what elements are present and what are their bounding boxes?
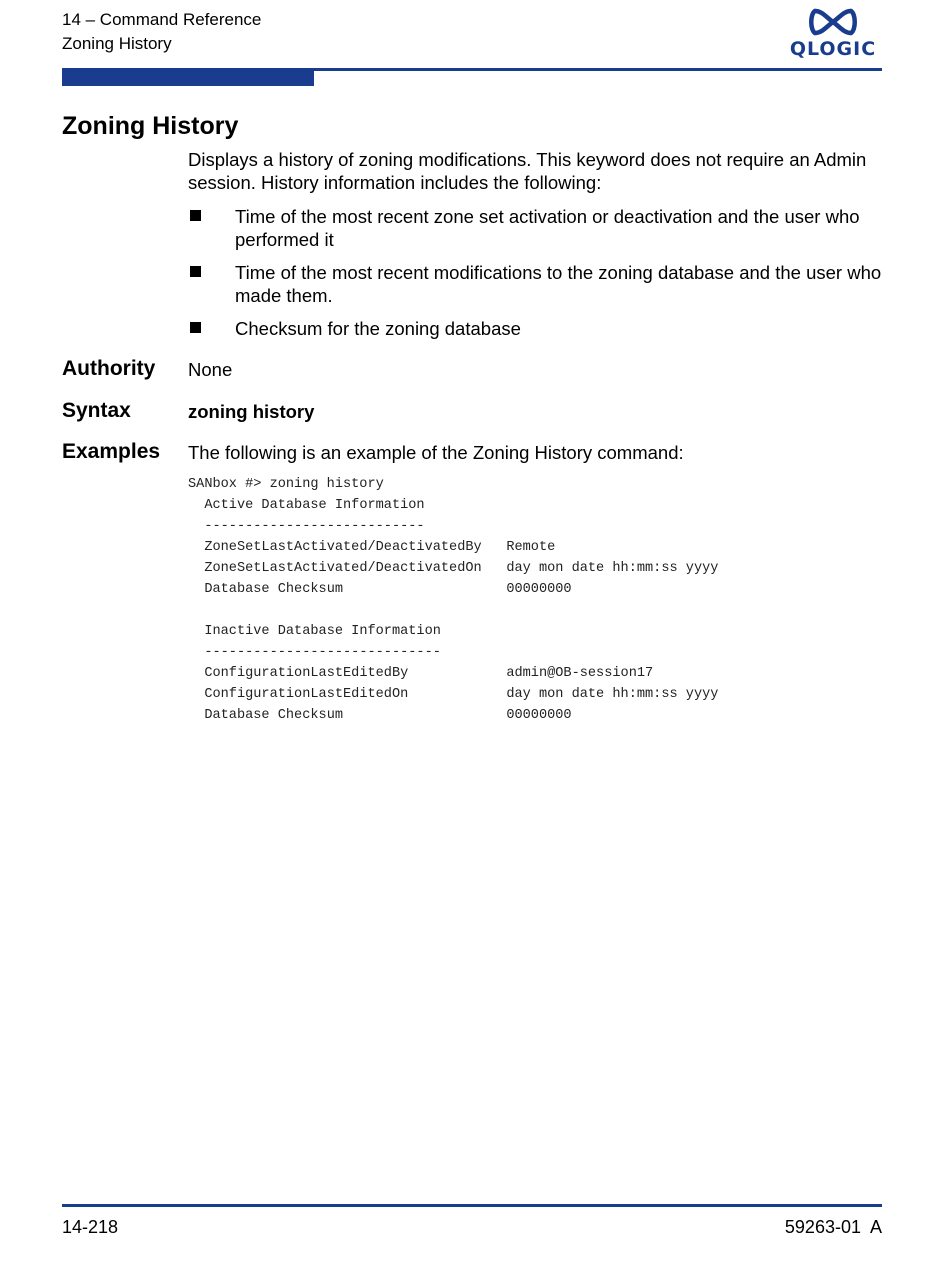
code-value: day mon date hh:mm:ss yyyy <box>506 687 719 702</box>
syntax-value: zoning history <box>188 401 315 422</box>
qlogic-mark-icon <box>788 6 878 38</box>
code-line <box>188 621 718 642</box>
code-key: ZoneSetLastActivated/DeactivatedOn <box>204 561 482 576</box>
active-db-heading: Active Database Information <box>204 498 425 513</box>
active-db-rule: --------------------------- <box>204 519 425 534</box>
list-item-text: Checksum for the zoning database <box>235 318 521 339</box>
logo-wordmark: QLOGIC <box>789 38 877 60</box>
code-value: 00000000 <box>506 582 572 597</box>
code-row <box>188 537 718 558</box>
code-line <box>188 642 718 663</box>
code-key: Database Checksum <box>204 708 344 723</box>
command-prompt-line: SANbox #> zoning history <box>188 477 384 492</box>
square-bullet-icon <box>190 210 201 221</box>
square-bullet-icon <box>190 322 201 333</box>
header-accent-bar <box>62 71 314 86</box>
code-value: Remote <box>506 540 556 555</box>
list-item-text: Time of the most recent zone set activation or deactivation and the user who performed it <box>235 206 860 250</box>
code-key: ConfigurationLastEditedOn <box>204 687 409 702</box>
list-item-text: Time of the most recent modifications to the zoning database and the user who made them. <box>235 262 882 306</box>
header-chapter: 14 – Command Reference <box>62 10 262 29</box>
authority-label: Authority <box>62 357 156 380</box>
code-row <box>188 684 718 705</box>
code-row <box>188 663 718 684</box>
footer-rule <box>62 1204 882 1207</box>
inactive-db-heading: Inactive Database Information <box>204 624 441 639</box>
syntax-label: Syntax <box>62 399 131 422</box>
page-number: 14-218 <box>62 1217 119 1237</box>
code-key: ConfigurationLastEditedBy <box>204 666 409 681</box>
square-bullet-icon <box>190 266 201 277</box>
list-item <box>188 261 882 307</box>
document-id: 59263-01 A <box>784 1217 882 1237</box>
example-code-block <box>188 474 718 726</box>
code-row <box>188 705 718 726</box>
qlogic-logo <box>788 6 878 62</box>
list-item <box>188 317 882 340</box>
code-row <box>188 579 718 600</box>
intro-paragraph: Displays a history of zoning modifications. This keyword does not require an Admin session. History information includes the following: <box>188 149 867 193</box>
code-key: ZoneSetLastActivated/DeactivatedBy <box>204 540 482 555</box>
examples-label: Examples <box>62 440 161 463</box>
code-value: admin@OB-session17 <box>506 666 654 681</box>
page-title: Zoning History <box>62 112 239 140</box>
header-section: Zoning History <box>62 34 172 53</box>
code-value: day mon date hh:mm:ss yyyy <box>506 561 719 576</box>
code-value: 00000000 <box>506 708 572 723</box>
authority-value: None <box>188 359 233 380</box>
inactive-db-rule: ----------------------------- <box>204 645 441 660</box>
code-line <box>188 516 718 537</box>
blank-line <box>188 600 718 621</box>
code-key: Database Checksum <box>204 582 344 597</box>
code-line <box>188 495 718 516</box>
code-row <box>188 558 718 579</box>
history-info-list <box>188 205 882 350</box>
examples-intro: The following is an example of the Zoning History command: <box>188 442 684 463</box>
list-item <box>188 205 882 251</box>
